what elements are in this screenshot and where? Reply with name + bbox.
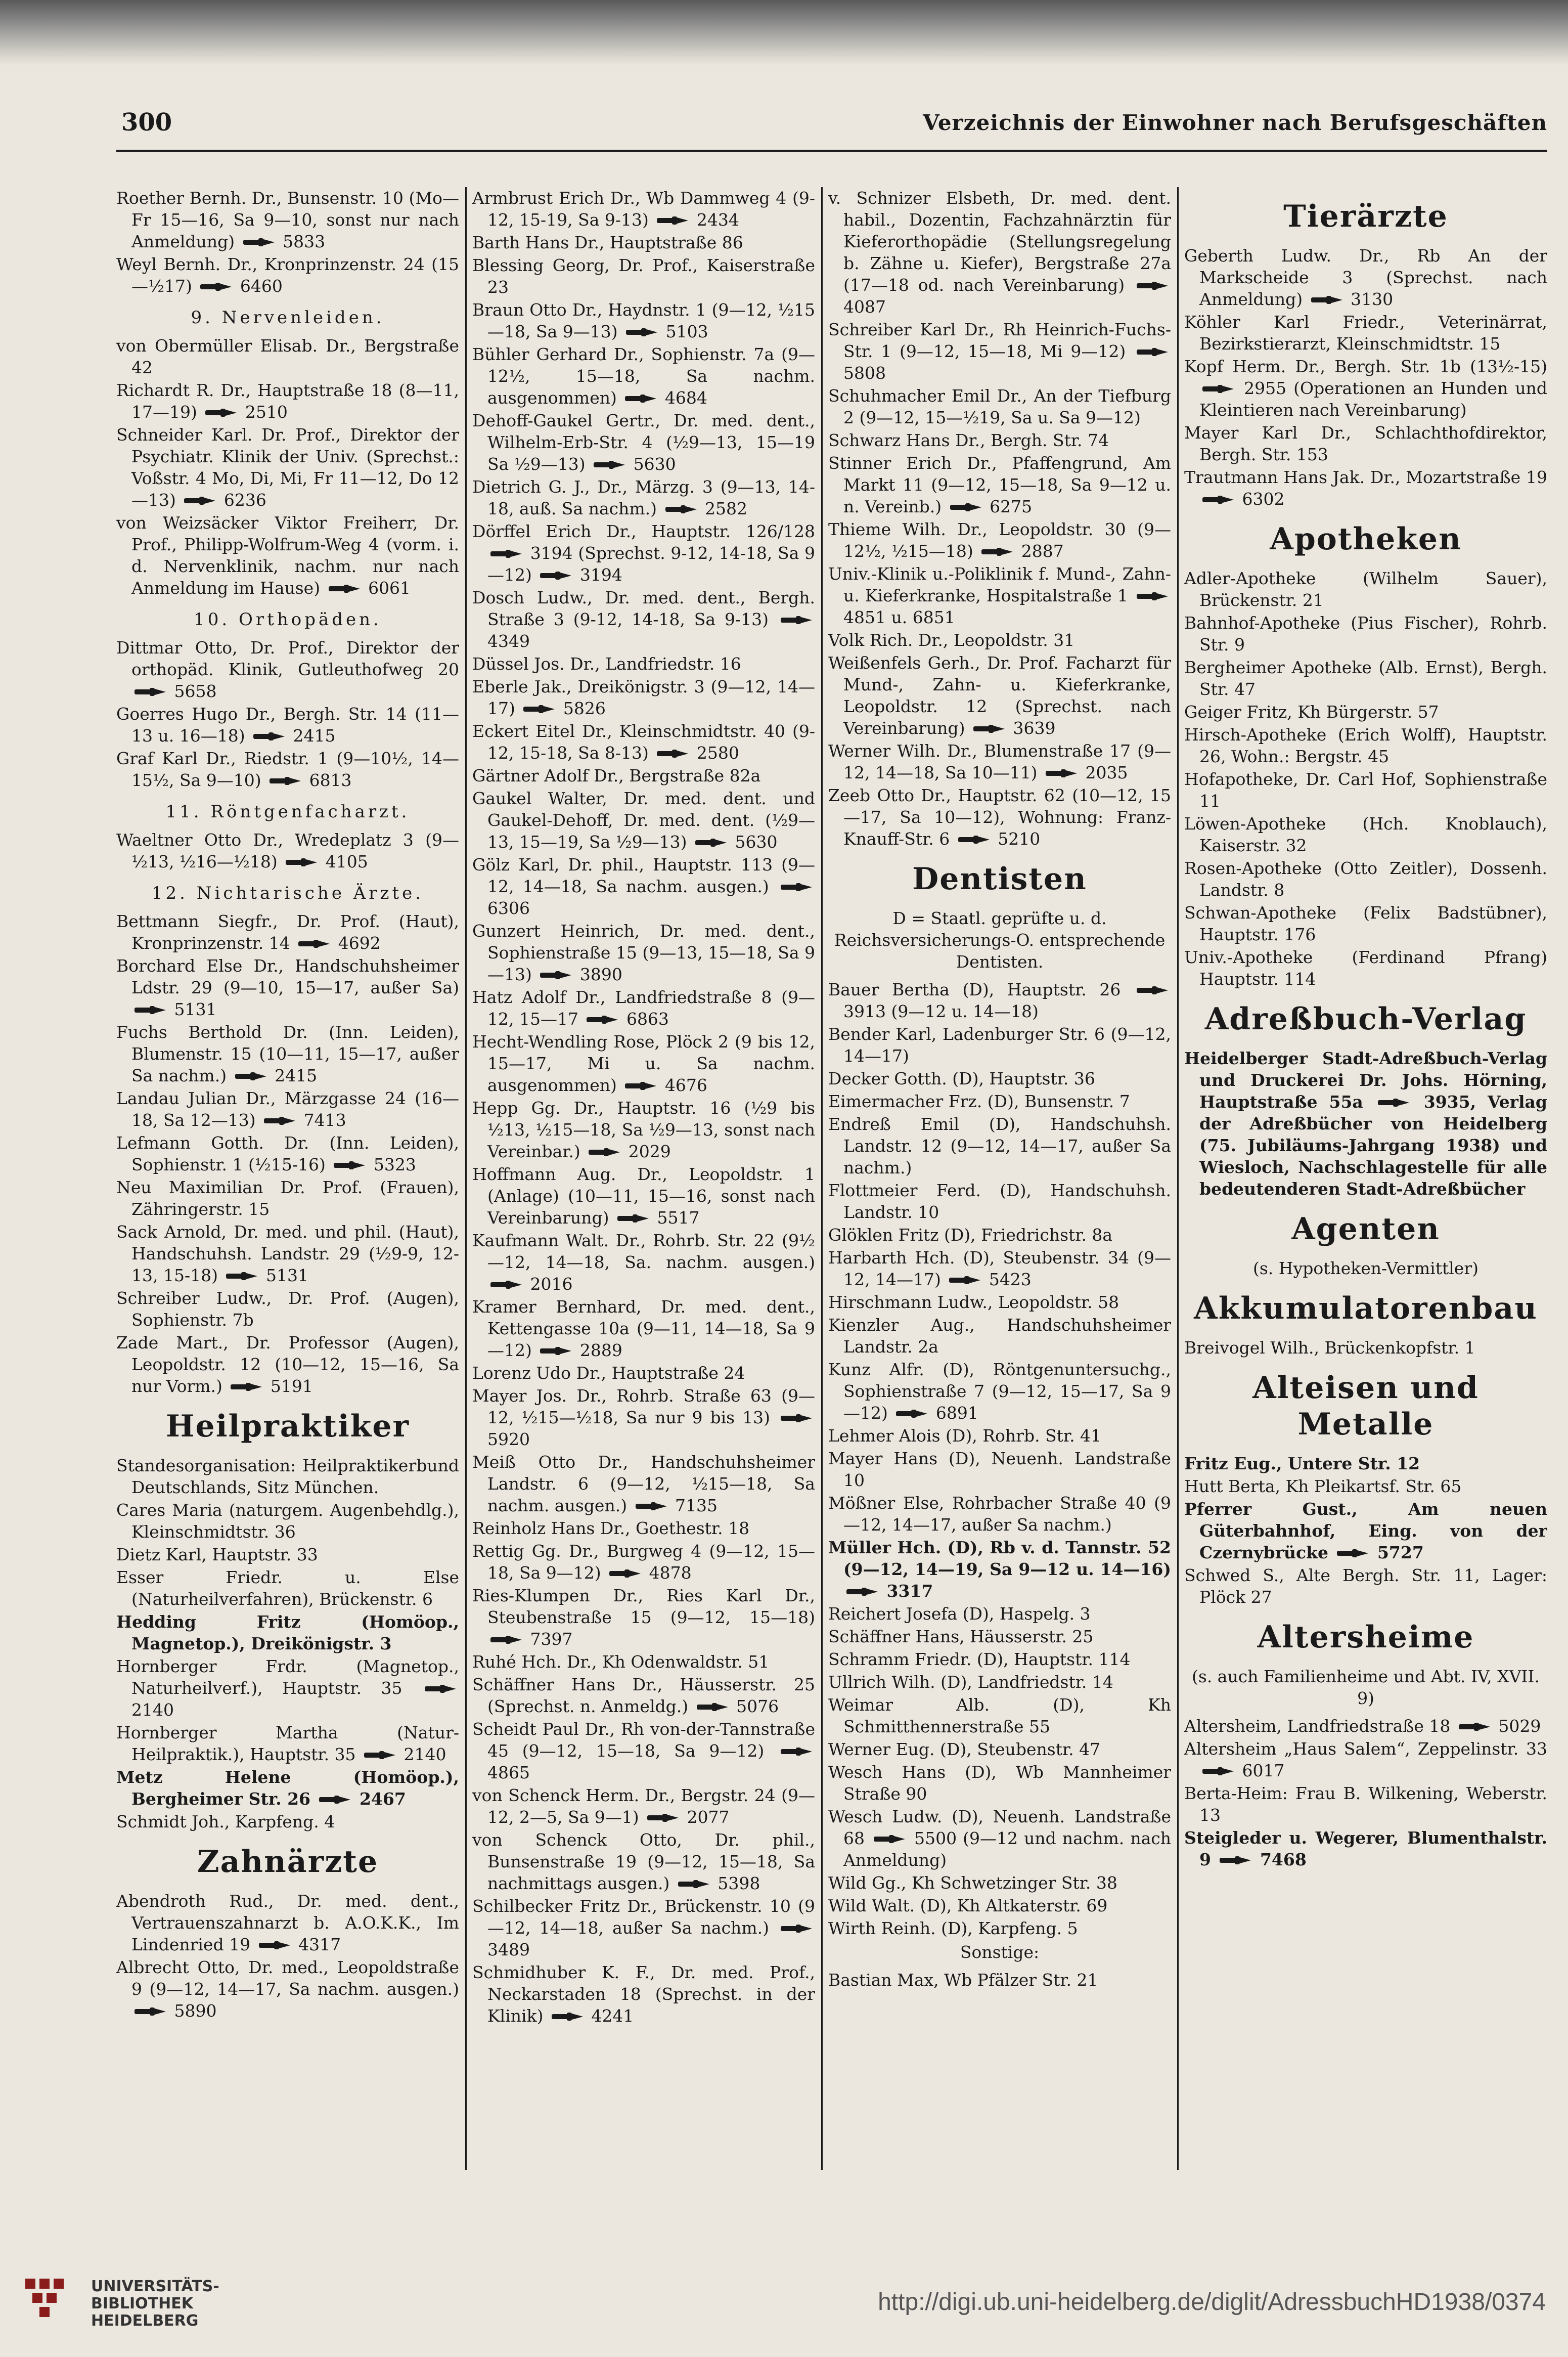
- telephone-hand-icon: [1220, 1854, 1251, 1866]
- telephone-hand-icon: [490, 548, 522, 560]
- telephone-hand-icon: [981, 546, 1013, 558]
- section-heading: Alteisen und Metalle: [1252, 1370, 1479, 1442]
- telephone-hand-icon: [286, 856, 317, 868]
- directory-entry: Mößner Else, Rohrbacher Straße 40 (9—12, 14—17, außer Sa nachm.): [828, 1493, 1171, 1535]
- directory-entry: von Obermüller Elisab. Dr., Bergstraße 42: [116, 336, 459, 377]
- directory-entry: Barth Hans Dr., Hauptstraße 86: [472, 233, 743, 252]
- institution-line: BIBLIOTHEK: [91, 2295, 193, 2312]
- directory-entry: Wild Gg., Kh Schwetzinger Str. 38: [828, 1873, 1117, 1893]
- telephone-hand-icon: [490, 1279, 522, 1291]
- directory-entry: Univ.-Apotheke (Ferdinand Pfrang) Hauptstr. 114: [1184, 947, 1547, 989]
- telephone-hand-icon: [1202, 494, 1234, 506]
- telephone-hand-icon: [1459, 1721, 1490, 1733]
- directory-page: [116, 101, 1547, 2200]
- directory-entry: Standesorganisation: Heilpraktikerbund Deutschlands, Sitz München.: [116, 1456, 459, 1497]
- directory-entry: Altersheim, Landfriedstraße 18 5029: [1184, 1716, 1541, 1736]
- directory-entry: Wirth Reinh. (D), Karpfeng. 5: [828, 1918, 1078, 1938]
- directory-entry: Mayer Hans (D), Neuenh. Landstraße 10: [828, 1449, 1171, 1490]
- directory-entry: Volk Rich. Dr., Leopoldstr. 31: [828, 630, 1075, 650]
- directory-entry: Abendroth Rud., Dr. med. dent., Vertrauenszahnarzt b. A.O.K.K., Im Lindenried 19 4317: [116, 1891, 459, 1954]
- telephone-hand-icon: [205, 407, 237, 419]
- directory-entry: Albrecht Otto, Dr. med., Leopoldstraße 9 (9—12, 14—17, Sa nachm. ausgen.) 5890: [116, 1957, 459, 2021]
- section-heading: Zahnärzte: [197, 1844, 379, 1880]
- directory-entry: Esser Friedr. u. Else (Naturheilverfahren), Brückenstr. 6: [116, 1567, 459, 1609]
- column-divider: [821, 187, 823, 2170]
- telephone-hand-icon: [958, 834, 990, 846]
- directory-entry: Univ.-Klinik u.-Poliklinik f. Mund-, Zahn- u. Kieferkranke, Hospitalstraße 1 4851 u. 6851: [828, 564, 1171, 627]
- telephone-hand-icon: [1137, 280, 1168, 292]
- telephone-hand-icon: [657, 214, 688, 227]
- telephone-hand-icon: [1137, 984, 1168, 996]
- directory-entry: Rosen-Apotheke (Otto Zeitler), Dossenh. Landstr. 8: [1184, 858, 1547, 900]
- telephone-hand-icon: [896, 1408, 927, 1420]
- directory-entry: Hornberger Martha (Natur-Heilpraktik.), Hauptstr. 35 2140: [116, 1723, 459, 1764]
- directory-entry: Thieme Wilh. Dr., Leopoldstr. 30 (9—12½, ½15—18) 2887: [828, 519, 1171, 561]
- directory-entry: Eckert Eitel Dr., Kleinschmidtstr. 40 (9-12, 15-18, Sa 8-13) 2580: [472, 721, 815, 763]
- directory-entry: Trautmann Hans Jak. Dr., Mozartstraße 19 6302: [1184, 467, 1547, 509]
- directory-entry: Lefmann Gotth. Dr. (Inn. Leiden), Sophienstr. 1 (½15-16) 5323: [116, 1133, 459, 1174]
- column-divider: [465, 187, 467, 2170]
- telephone-hand-icon: [697, 1701, 728, 1713]
- telephone-hand-icon: [364, 1749, 395, 1761]
- telephone-hand-icon: [973, 723, 1005, 735]
- section-note: (s. auch Familienheime und Abt. IV, XVII. 9): [1192, 1667, 1540, 1708]
- directory-entry: Dittmar Otto, Dr. Prof., Direktor der orthopäd. Klinik, Gutleuthofweg 20 5658: [116, 638, 459, 701]
- telephone-hand-icon: [298, 938, 330, 950]
- directory-entry: Schäffner Hans, Häusserstr. 25: [828, 1627, 1094, 1646]
- telephone-hand-icon: [874, 1833, 905, 1845]
- telephone-hand-icon: [135, 1004, 166, 1016]
- directory-entry: Bühler Gerhard Dr., Sophienstr. 7a (9—12½, 15—18, Sa nachm. ausgenommen) 4684: [472, 344, 815, 408]
- telephone-hand-icon: [657, 748, 688, 760]
- telephone-hand-icon: [1046, 767, 1077, 779]
- directory-entry: Weimar Alb. (D), Kh Schmitthennerstraße 55: [828, 1695, 1171, 1736]
- directory-entry: Roether Bernh. Dr., Bunsenstr. 10 (Mo—Fr 15—16, Sa 9—10, sonst nur nach Anmeldung) 5833: [116, 188, 459, 251]
- directory-entry: Fuchs Berthold Dr. (Inn. Leiden), Blumenstr. 15 (10—11, 15—17, außer Sa nachm.) 2415: [116, 1022, 459, 1085]
- directory-entry: Schmidhuber K. F., Dr. med. Prof., Neckarstaden 18 (Sprechst. in der Klinik) 4241: [472, 1962, 815, 2026]
- telephone-hand-icon: [636, 1500, 667, 1512]
- directory-entry: Köhler Karl Friedr., Veterinärrat, Bezirkstierarzt, Kleinschmidtstr. 15: [1184, 312, 1547, 354]
- telephone-hand-icon: [781, 1412, 812, 1424]
- telephone-hand-icon: [135, 686, 166, 698]
- directory-entry: Kopf Herm. Dr., Bergh. Str. 1b (13½-15) 2955 (Operationen an Hunden und Kleintieren nach Vereinbarung): [1184, 357, 1547, 420]
- telephone-hand-icon: [523, 703, 555, 715]
- directory-entry: Rettig Gg. Dr., Burgweg 4 (9—12, 15—18, Sa 9—12) 4878: [472, 1541, 815, 1583]
- directory-entry: Schwan-Apotheke (Felix Badstübner), Hauptstr. 176: [1184, 903, 1547, 944]
- directory-entry: Hofapotheke, Dr. Carl Hof, Sophienstraße 11: [1184, 769, 1547, 811]
- section-heading: Akkumulatorenbau: [1194, 1291, 1538, 1326]
- column-4: [1184, 187, 1547, 2200]
- telephone-hand-icon: [334, 1159, 365, 1171]
- directory-entry: Stinner Erich Dr., Pfaffengrund, Am Markt 11 (9—12, 15—18, Sa 9—12 u. n. Vereinb.) 6275: [828, 453, 1171, 516]
- directory-entry: Eberle Jak., Dreikönigstr. 3 (9—12, 14—17) 5826: [472, 677, 815, 718]
- telephone-hand-icon: [781, 1923, 812, 1935]
- directory-entry: Harbarth Hch. (D), Steubenstr. 34 (9—12, 14—17) 5423: [828, 1248, 1171, 1289]
- subsection-heading: 11. Röntgenfacharzt.: [165, 802, 410, 822]
- section-heading: Adreßbuch-Verlag: [1204, 1001, 1527, 1037]
- directory-entry: Dietrich G. J., Dr., Märzg. 3 (9—13, 14-18, auß. Sa nachm.) 2582: [472, 477, 815, 518]
- institution-line: HEIDELBERG: [91, 2312, 199, 2330]
- telephone-hand-icon: [231, 1381, 262, 1393]
- telephone-hand-icon: [1202, 383, 1234, 395]
- telephone-hand-icon: [647, 1812, 679, 1824]
- directory-entry: Dörffel Erich Dr., Hauptstr. 126/128 3194 (Sprechst. 9-12, 14-18, Sa 9—12) 3194: [472, 521, 815, 585]
- telephone-hand-icon: [1202, 1765, 1234, 1777]
- telephone-hand-icon: [200, 281, 232, 293]
- directory-entry: Werner Eug. (D), Steubenstr. 47: [828, 1739, 1101, 1759]
- directory-entry: Gölz Karl, Dr. phil., Hauptstr. 113 (9—12, 14—18, Sa nachm. ausgen.) 6306: [472, 855, 815, 918]
- directory-entry: Ruhé Hch. Dr., Kh Odenwaldstr. 51: [472, 1652, 770, 1672]
- ubh-logo: [20, 2271, 86, 2332]
- directory-entry: Geberth Ludw. Dr., Rb An der Markscheide 3 (Sprechst. nach Anmeldung) 3130: [1184, 246, 1547, 309]
- directory-entry: Schramm Friedr. (D), Hauptstr. 114: [828, 1649, 1131, 1669]
- telephone-hand-icon: [319, 1794, 350, 1806]
- directory-entry: Bender Karl, Ladenburger Str. 6 (9—12, 14—17): [828, 1024, 1171, 1066]
- directory-entry: Adler-Apotheke (Wilhelm Sauer), Brückenstr. 21: [1184, 569, 1547, 610]
- telephone-hand-icon: [253, 730, 285, 743]
- directory-entry: von Weizsäcker Viktor Freiherr, Dr. Prof., Philipp-Wolfrum-Weg 4 (vorm. i. d. Nervenklinik, nachm. nur nach Anmeldung im Hause) 6061: [116, 513, 459, 598]
- telephone-hand-icon: [781, 1745, 812, 1758]
- directory-entry: Geiger Fritz, Kh Bürgerstr. 57: [1184, 702, 1439, 722]
- section-heading: Tierärzte: [1283, 199, 1448, 234]
- telephone-hand-icon: [665, 503, 697, 515]
- directory-entry: Bahnhof-Apotheke (Pius Fischer), Rohrb. Str. 9: [1184, 613, 1547, 654]
- directory-entry: von Schenck Herm. Dr., Bergstr. 24 (9—12, 2—5, Sa 9—1) 2077: [472, 1785, 815, 1827]
- directory-entry: Goerres Hugo Dr., Bergh. Str. 14 (11—13 u. 16—18) 2415: [116, 704, 459, 746]
- directory-entry: Sack Arnold, Dr. med. und phil. (Haut), Handschuhsh. Landstr. 29 (½9-9, 12-13, 15-18) 5131: [116, 1222, 459, 1285]
- directory-entry: Kienzler Aug., Handschuhsheimer Landstr. 2a: [828, 1315, 1171, 1357]
- directory-entry: Bauer Bertha (D), Hauptstr. 26 3913 (9—12 u. 14—18): [828, 979, 1171, 1022]
- directory-entry: Löwen-Apotheke (Hch. Knoblauch), Kaiserstr. 32: [1184, 814, 1547, 855]
- column-3: [828, 187, 1171, 2200]
- directory-entry: Ullrich Wilh. (D), Landfriedstr. 14: [828, 1672, 1113, 1692]
- directory-entry: Decker Gotth. (D), Hauptstr. 36: [828, 1069, 1095, 1088]
- directory-entry: Kaufmann Walt. Dr., Rohrb. Str. 22 (9½—12, 14—18, Sa. nachm. ausgen.) 2016: [472, 1231, 815, 1294]
- telephone-hand-icon: [594, 459, 625, 471]
- telephone-hand-icon: [589, 1146, 620, 1158]
- telephone-hand-icon: [846, 1586, 878, 1598]
- directory-entry: Hecht-Wendling Rose, Plöck 2 (9 bis 12, 15—17, Mi u. Sa nachm. ausgenommen) 4676: [472, 1032, 815, 1095]
- directory-entry: Hirschmann Ludw., Leopoldstr. 58: [828, 1292, 1119, 1312]
- directory-entry: Hoffmann Aug. Dr., Leopoldstr. 1 (Anlage) (10—11, 15—16, sonst nach Vereinbarung) 5517: [472, 1164, 815, 1228]
- directory-entry: Borchard Else Dr., Handschuhsheimer Ldstr. 29 (9—10, 15—17, außer Sa) 5131: [116, 956, 459, 1019]
- telephone-hand-icon: [950, 501, 981, 513]
- section-heading: Agenten: [1291, 1211, 1440, 1247]
- directory-entry: Weißenfels Gerh., Dr. Prof. Facharzt für Mund-, Zahn- u. Kieferkranke, Leopoldstr. 12 (Sprechst. nach Vereinbarung) 3639: [828, 653, 1171, 738]
- directory-entry: Mayer Karl Dr., Schlachthofdirektor, Bergh. Str. 153: [1184, 423, 1547, 464]
- section-note: D = Staatl. geprüfte u. d. Reichsversicherungs-O. entsprechende Dentisten.: [834, 908, 1166, 972]
- telephone-hand-icon: [490, 1634, 522, 1646]
- directory-entry: von Schenck Otto, Dr. phil., Bunsenstraße 19 (9—12, 15—18, Sa nachmittags ausgen.) 5398: [472, 1830, 815, 1893]
- directory-entry: Reinholz Hans Dr., Goethestr. 18: [472, 1518, 750, 1538]
- directory-entry: Blessing Georg, Dr. Prof., Kaiserstraße 23: [472, 255, 815, 297]
- telephone-hand-icon: [264, 1115, 295, 1127]
- directory-entry: Lorenz Udo Dr., Hauptstraße 24: [472, 1363, 745, 1383]
- directory-entry: Schreiber Ludw., Dr. Prof. (Augen), Sophienstr. 7b: [116, 1288, 459, 1330]
- directory-entry: Graf Karl Dr., Riedstr. 1 (9—10½, 14—15½, Sa 9—10) 6813: [116, 749, 459, 790]
- directory-entry: Richardt R. Dr., Hauptstraße 18 (8—11, 17—19) 2510: [116, 380, 459, 422]
- directory-entry: Scheidt Paul Dr., Rh von-der-Tannstraße 45 (9—12, 15—18, Sa 9—12) 4865: [472, 1719, 815, 1782]
- column-1: [116, 187, 459, 2200]
- telephone-hand-icon: [1137, 590, 1168, 602]
- telephone-hand-icon: [949, 1274, 980, 1286]
- directory-entry: Gaukel Walter, Dr. med. dent. und Gaukel-Dehoff, Dr. med. dent. (½9—13, 15—19, Sa ½9—13) 5630: [472, 789, 815, 852]
- directory-entry: Landau Julian Dr., Märzgasse 24 (16—18, Sa 12—13) 7413: [116, 1088, 459, 1130]
- directory-entry: Mayer Jos. Dr., Rohrb. Straße 63 (9—12, ½15—½18, Sa nur 9 bis 13) 5920: [472, 1386, 815, 1449]
- directory-entry: Flottmeier Ferd. (D), Handschuhsh. Landstr. 10: [828, 1181, 1171, 1222]
- telephone-hand-icon: [587, 1014, 618, 1026]
- section-note: (s. Hypotheken-Vermittler): [1253, 1258, 1479, 1278]
- directory-entry: Bettmann Siegfr., Dr. Prof. (Haut), Kronprinzenstr. 14 4692: [116, 911, 459, 953]
- telephone-hand-icon: [609, 1567, 641, 1580]
- page-header: [116, 101, 1547, 152]
- directory-entry: Schmidt Joh., Karpfeng. 4: [116, 1812, 335, 1831]
- institution-line: UNIVERSITÄTS-: [91, 2278, 219, 2295]
- directory-entry: Schilbecker Fritz Dr., Brückenstr. 10 (9—12, 14—18, außer Sa nachm.) 3489: [472, 1896, 815, 1959]
- directory-entry: Waeltner Otto Dr., Wredeplatz 3 (9—½13, ½16—½18) 4105: [116, 830, 459, 871]
- directory-entry: Kunz Alfr. (D), Röntgenuntersuchg., Sophienstraße 7 (9—12, 15—17, Sa 9—12) 6891: [828, 1360, 1171, 1423]
- directory-entry: Schwed S., Alte Bergh. Str. 11, Lager: Plöck 27: [1184, 1565, 1547, 1607]
- telephone-hand-icon: [1311, 294, 1342, 306]
- telephone-hand-icon: [617, 1212, 649, 1225]
- telephone-hand-icon: [625, 392, 656, 405]
- directory-entry: Weyl Bernh. Dr., Kronprinzenstr. 24 (15—½17) 6460: [116, 254, 459, 296]
- telephone-hand-icon: [425, 1683, 456, 1695]
- directory-entry: Hedding Fritz (Homöop., Magnetop.), Dreikönigstr. 3: [116, 1612, 459, 1653]
- telephone-hand-icon: [259, 1939, 290, 1951]
- directory-entry: Reichert Josefa (D), Haspelg. 3: [828, 1604, 1091, 1624]
- section-heading: Heilpraktiker: [165, 1409, 410, 1444]
- directory-entry: Lehmer Alois (D), Rohrb. Str. 41: [828, 1426, 1102, 1446]
- subsection-heading: 12. Nichtarische Ärzte.: [151, 883, 424, 903]
- directory-entry: Schneider Karl. Dr. Prof., Direktor der Psychiatr. Klinik der Univ. (Sprechst.: Voßstr. 4 Mo, Di, Mi, Fr 11—12, Do 12—13) 6236: [116, 425, 459, 510]
- directory-entry: Metz Helene (Homöop.), Bergheimer Str. 26 2467: [116, 1767, 459, 1809]
- telephone-hand-icon: [540, 1345, 571, 1357]
- directory-entry: Hepp Gg. Dr., Hauptstr. 16 (½9 bis ½13, ½15—18, Sa ½9—13, sonst nach Vereinbar.) 2029: [472, 1098, 815, 1161]
- section-heading: Altersheime: [1257, 1620, 1474, 1655]
- directory-entry: Breivogel Wilh., Brückenkopfstr. 1: [1184, 1338, 1475, 1358]
- telephone-hand-icon: [781, 881, 812, 893]
- telephone-hand-icon: [781, 614, 812, 626]
- directory-entry: Werner Wilh. Dr., Blumenstraße 17 (9—12, 14—18, Sa 10—11) 2035: [828, 741, 1171, 782]
- directory-entry: Gunzert Heinrich, Dr. med. dent., Sophienstraße 15 (9—13, 15—18, Sa 9—13) 3890: [472, 921, 815, 984]
- telephone-hand-icon: [552, 2011, 583, 2023]
- directory-entry: Müller Hch. (D), Rb v. d. Tannstr. 52 (9—12, 14—19, Sa 9—12 u. 14—16) 3317: [828, 1538, 1171, 1601]
- telephone-hand-icon: [626, 326, 657, 338]
- telephone-hand-icon: [625, 1080, 656, 1092]
- running-title: Verzeichnis der Einwohner nach Berufsgeschäften: [923, 110, 1547, 135]
- subsection-heading: 10. Orthopäden.: [194, 609, 382, 630]
- directory-entry: Wesch Hans (D), Wb Mannheimer Straße 90: [828, 1762, 1171, 1804]
- directory-entry: Bergheimer Apotheke (Alb. Ernst), Bergh. Str. 47: [1184, 658, 1547, 699]
- source-url[interactable]: http://digi.ub.uni-heidelberg.de/diglit/AdressbuchHD1938/0374: [878, 2289, 1546, 2316]
- directory-entry: Hornberger Frdr. (Magnetop., Naturheilverf.), Hauptstr. 35 2140: [116, 1656, 459, 1720]
- directory-entry: Berta-Heim: Frau B. Wilkening, Weberstr. 13: [1184, 1783, 1547, 1825]
- directory-entry: Steigleder u. Wegerer, Blumenthalstr. 9 7468: [1184, 1828, 1547, 1869]
- directory-entry: Schuhmacher Emil Dr., An der Tiefburg 2 (9—12, 15—½19, Sa u. Sa 9—12): [828, 386, 1171, 427]
- directory-entry: Schwarz Hans Dr., Bergh. Str. 74: [828, 430, 1109, 450]
- institution-name: [91, 2278, 219, 2330]
- telephone-hand-icon: [243, 236, 275, 248]
- directory-entry: Endreß Emil (D), Handschuhsh. Landstr. 12 (9—12, 14—17, außer Sa nachm.): [828, 1114, 1171, 1177]
- telephone-hand-icon: [540, 570, 571, 582]
- directory-entry: Hutt Berta, Kh Pleikartsf. Str. 65: [1184, 1476, 1462, 1496]
- telephone-hand-icon: [540, 969, 571, 981]
- telephone-hand-icon: [1378, 1097, 1409, 1109]
- directory-entry: Ries-Klumpen Dr., Ries Karl Dr., Steubenstraße 15 (9—12, 15—18) 7397: [472, 1586, 815, 1649]
- page-number: 300: [121, 108, 172, 137]
- directory-entry: Dosch Ludw., Dr. med. dent., Bergh. Straße 3 (9-12, 14-18, Sa 9-13) 4349: [472, 588, 815, 651]
- directory-entry: Bastian Max, Wb Pfälzer Str. 21: [828, 1970, 1098, 1990]
- directory-entry: Fritz Eug., Untere Str. 12: [1184, 1454, 1420, 1473]
- telephone-hand-icon: [235, 1070, 266, 1082]
- directory-entry: Dehoff-Gaukel Gertr., Dr. med. dent., Wilhelm-Erb-Str. 4 (½9—13, 15—19 Sa ½9—13) 5630: [472, 411, 815, 474]
- directory-entry: Heidelberger Stadt-Adreßbuch-Verlag und Druckerei Dr. Johs. Hörning, Hauptstraße 55a 3935, Verlag der Adreßbücher von Heidelberg (75. Jubiläums-Jahrgang 1938) und Wiesloch, Nachschlagestelle für alle bedeutenderen Stadt-Adreßbücher: [1184, 1049, 1547, 1199]
- directory-entry: Hatz Adolf Dr., Landfriedstraße 8 (9—12, 15—17 6863: [472, 987, 815, 1029]
- directory-entry: Pferrer Gust., Am neuen Güterbahnhof, Eing. von der Czernybrücke 5727: [1184, 1499, 1547, 1562]
- column-2: [472, 187, 815, 2200]
- directory-entry: Cares Maria (naturgem. Augenbehdlg.), Kleinschmidtstr. 36: [116, 1500, 459, 1542]
- telephone-hand-icon: [270, 775, 301, 787]
- directory-entry: Glöklen Fritz (D), Friedrichstr. 8a: [828, 1225, 1113, 1245]
- directory-entry: Altersheim „Haus Salem“, Zeppelinstr. 33 6017: [1184, 1739, 1547, 1780]
- directory-entry: Zade Mart., Dr. Professor (Augen), Leopoldstr. 12 (10—12, 15—16, Sa nur Vorm.) 5191: [116, 1333, 459, 1396]
- directory-entry: Hirsch-Apotheke (Erich Wolff), Hauptstr. 26, Wohn.: Bergstr. 45: [1184, 725, 1547, 766]
- directory-entry: Gärtner Adolf Dr., Bergstraße 82a: [472, 766, 761, 785]
- telephone-hand-icon: [1337, 1547, 1368, 1559]
- directory-entry: Neu Maximilian Dr. Prof. (Frauen), Zähringerstr. 15: [116, 1177, 459, 1219]
- section-heading: Dentisten: [912, 861, 1087, 897]
- directory-entry: Schäffner Hans Dr., Häusserstr. 25 (Sprechst. n. Anmeldg.) 5076: [472, 1675, 815, 1716]
- telephone-hand-icon: [329, 583, 360, 595]
- telephone-hand-icon: [135, 2005, 166, 2018]
- subsection-heading: 9. Nervenleiden.: [191, 308, 385, 328]
- directory-entry: Düssel Jos. Dr., Landfriedstr. 16: [472, 654, 741, 674]
- directory-entry: Braun Otto Dr., Haydnstr. 1 (9—12, ½15—18, Sa 9—13) 5103: [472, 300, 815, 341]
- telephone-hand-icon: [184, 495, 215, 507]
- directory-entry: Dietz Karl, Hauptstr. 33: [116, 1545, 318, 1564]
- telephone-hand-icon: [695, 837, 727, 849]
- telephone-hand-icon: [1137, 346, 1168, 358]
- footer: [0, 2251, 1568, 2357]
- telephone-hand-icon: [226, 1270, 257, 1282]
- directory-entry: Armbrust Erich Dr., Wb Dammweg 4 (9-12, 15-19, Sa 9-13) 2434: [472, 188, 815, 230]
- directory-entry: Meiß Otto Dr., Handschuhsheimer Landstr. 6 (9—12, ½15—18, Sa nachm. ausgen.) 7135: [472, 1452, 815, 1515]
- section-note: Sonstige:: [960, 1942, 1040, 1962]
- directory-entry: Zeeb Otto Dr., Hauptstr. 62 (10—12, 15—17, Sa 10—12), Wohnung: Franz-Knauff-Str. 6 5210: [828, 785, 1171, 849]
- directory-entry: v. Schnizer Elsbeth, Dr. med. dent. habil., Dozentin, Fachzahnärztin für Kieferorthopädie (Stellungsregelung b. Zähne u. Kiefer), Bergstraße 27a (17—18 od. nach Vereinbarung) 4087: [828, 188, 1171, 317]
- section-heading: Apotheken: [1270, 521, 1462, 557]
- directory-entry: Kramer Bernhard, Dr. med. dent., Kettengasse 10a (9—11, 14—18, Sa 9—12) 2889: [472, 1297, 815, 1360]
- directory-entry: Wild Walt. (D), Kh Altkaterstr. 69: [828, 1896, 1108, 1915]
- telephone-hand-icon: [678, 1878, 709, 1890]
- directory-entry: Eimermacher Frz. (D), Bunsenstr. 7: [828, 1092, 1130, 1111]
- directory-entry: Wesch Ludw. (D), Neuenh. Landstraße 68 5500 (9—12 und nachm. nach Anmeldung): [828, 1807, 1171, 1870]
- column-divider: [1177, 187, 1179, 2170]
- directory-entry: Schreiber Karl Dr., Rh Heinrich-Fuchs-Str. 1 (9—12, 15—18, Mi 9—12) 5808: [828, 320, 1171, 383]
- scan-top-band: [0, 0, 1568, 66]
